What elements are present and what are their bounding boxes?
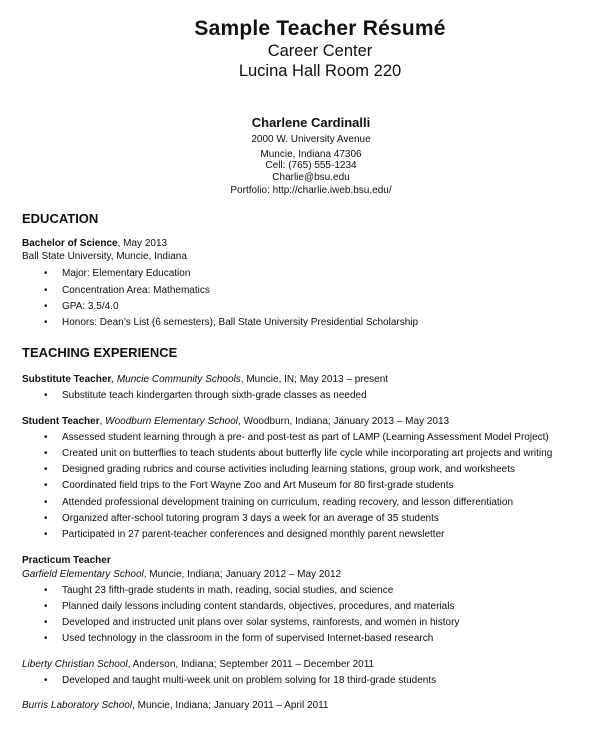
bullet-icon: • bbox=[44, 497, 48, 508]
list-item: • Substitute teach kindergarten through sixth-grade classes as needed bbox=[44, 390, 367, 401]
list-item: • GPA: 3.5/4.0 bbox=[44, 301, 119, 312]
bullet-icon: • bbox=[44, 285, 48, 296]
bullet-icon: • bbox=[44, 529, 48, 540]
bullet-icon: • bbox=[44, 480, 48, 491]
contact-email: Charlie@bsu.edu bbox=[272, 172, 350, 183]
list-item: • Major: Elementary Education bbox=[44, 268, 191, 279]
bullet-icon: • bbox=[44, 633, 48, 644]
education-heading: EDUCATION bbox=[22, 211, 99, 226]
education-degree-line bbox=[22, 238, 167, 249]
list-item: • Coordinated field trips to the Fort Wayne Zoo and Art Museum for 80 first-grade students bbox=[44, 480, 454, 491]
list-item: • Participated in 27 parent-teacher conferences and designed monthly parent newsletter bbox=[44, 529, 445, 540]
degree-date: , May 2013 bbox=[117, 238, 168, 249]
contact-address: 2000 W. University Avenue bbox=[251, 134, 371, 145]
list-item: • Honors: Dean’s List (6 semesters), Ball State University Presidential Scholarship bbox=[44, 317, 419, 328]
bullet-icon: • bbox=[44, 390, 48, 401]
page-title: Sample Teacher Résumé bbox=[194, 17, 446, 40]
job-header-burris: Burris Laboratory School, Muncie, Indiana; January 2011 – April 2011 bbox=[22, 700, 329, 711]
job-header-practicum: Practicum Teacher bbox=[22, 555, 111, 566]
job-header-substitute: Substitute Teacher, Muncie Community Schools, Muncie, IN; May 2013 – present bbox=[22, 374, 389, 385]
contact-cell: Cell: (765) 555-1234 bbox=[265, 160, 357, 171]
list-item: • Assessed student learning through a pre- and post-test as part of LAMP (Learning Assessment Model Project) bbox=[44, 432, 549, 443]
header-line-room: Lucina Hall Room 220 bbox=[238, 62, 402, 80]
experience-heading: TEACHING EXPERIENCE bbox=[22, 345, 178, 360]
bullet-icon: • bbox=[44, 675, 48, 686]
job-subheader-garfield: Garfield Elementary School, Muncie, Indiana; January 2012 – May 2012 bbox=[22, 569, 342, 580]
bullet-icon: • bbox=[44, 301, 48, 312]
header-line-career-center: Career Center bbox=[267, 42, 373, 60]
job-header-student-teacher: Student Teacher, Woodburn Elementary School, Woodburn, Indiana; January 2013 – May 2013 bbox=[22, 416, 450, 427]
list-item: • Concentration Area: Mathematics bbox=[44, 285, 210, 296]
list-item: • Planned daily lessons including content standards, objectives, procedures, and materials bbox=[44, 601, 455, 612]
education-school: Ball State University, Muncie, Indiana bbox=[22, 251, 187, 262]
list-item: • Organized after-school tutoring program 3 days a week for an average of 35 students bbox=[44, 513, 439, 524]
bullet-icon: • bbox=[44, 585, 48, 596]
list-item: • Used technology in the classroom in the form of supervised Internet-based research bbox=[44, 633, 434, 644]
contact-portfolio: Portfolio: http://charlie.iweb.bsu.edu/ bbox=[230, 185, 392, 196]
list-item: • Developed and taught multi-week unit on problem solving for 18 third-grade students bbox=[44, 675, 437, 686]
bullet-icon: • bbox=[44, 513, 48, 524]
bullet-icon: • bbox=[44, 268, 48, 279]
list-item: • Attended professional development training on curriculum, reading recovery, and lesson differentiation bbox=[44, 497, 514, 508]
list-item: • Taught 23 fifth-grade students in math, reading, social studies, and science bbox=[44, 585, 394, 596]
applicant-name: Charlene Cardinalli bbox=[251, 115, 371, 130]
bullet-icon: • bbox=[44, 317, 48, 328]
contact-city: Muncie, Indiana 47306 bbox=[260, 149, 362, 160]
bullet-icon: • bbox=[44, 464, 48, 475]
list-item: • Designed grading rubrics and course activities including learning stations, group work, and worksheets bbox=[44, 464, 516, 475]
job-header-liberty: Liberty Christian School, Anderson, Indiana; September 2011 – December 2011 bbox=[22, 659, 375, 670]
list-item: • Created unit on butterflies to teach students about butterfly life cycle while incorporating art projects and writing bbox=[44, 448, 553, 459]
bullet-icon: • bbox=[44, 601, 48, 612]
degree-name: Bachelor of Science bbox=[22, 238, 118, 249]
bullet-icon: • bbox=[44, 448, 48, 459]
bullet-icon: • bbox=[44, 432, 48, 443]
bullet-icon: • bbox=[44, 617, 48, 628]
list-item: • Developed and instructed unit plans over solar systems, rainforests, and women in history bbox=[44, 617, 460, 628]
